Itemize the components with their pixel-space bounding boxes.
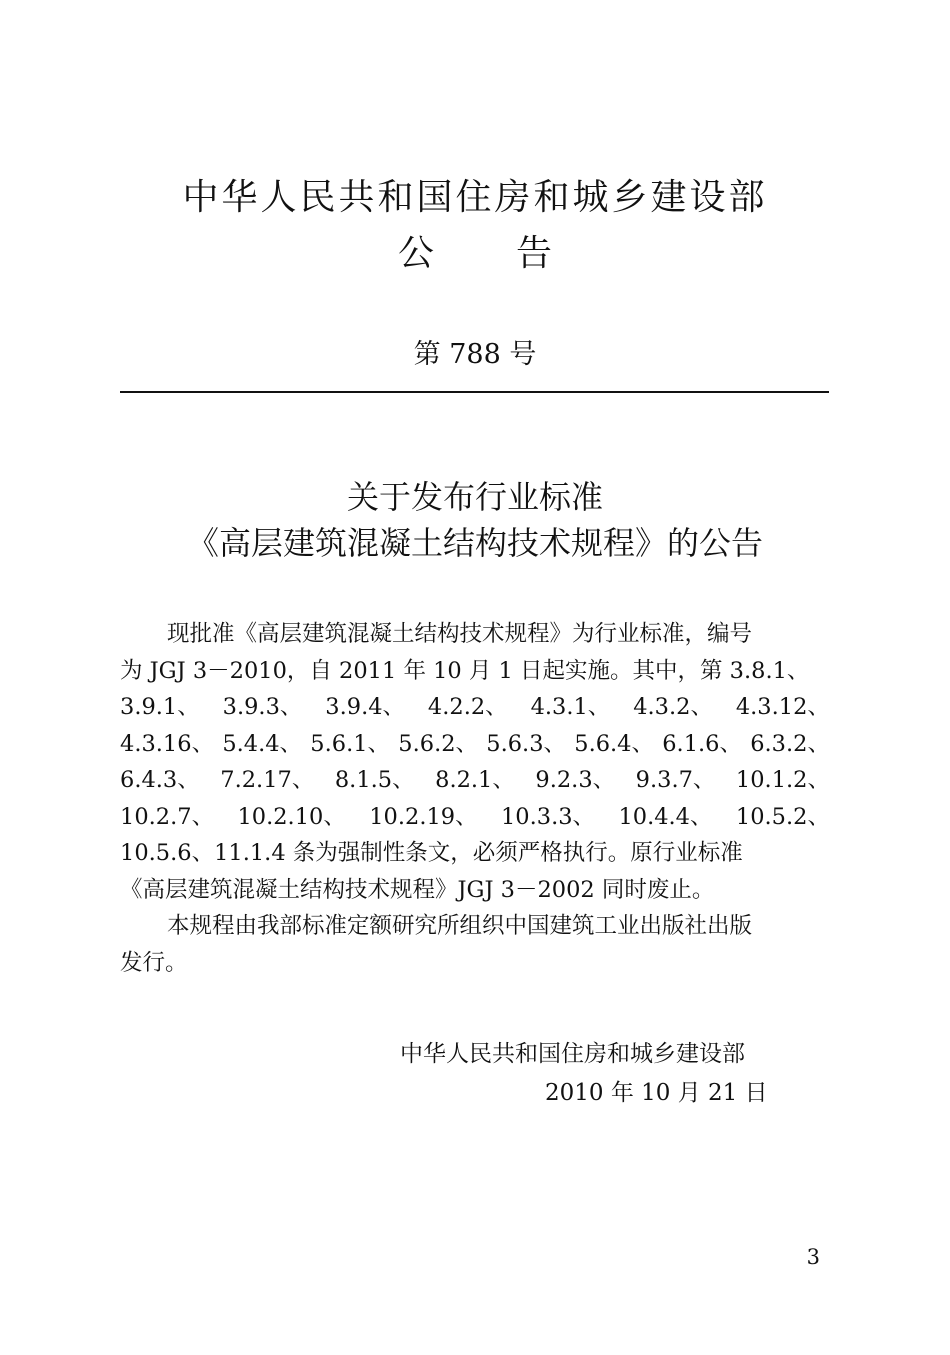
notice-heading: [0, 228, 950, 280]
ministry-heading: 中华人民共和国住房和城乡建设部: [182, 177, 768, 218]
notice-number: 第 788 号: [413, 339, 537, 370]
clause-ref: 10.2.7、: [120, 803, 215, 830]
clause-ref: 4.3.2、: [633, 694, 713, 720]
clause-ref: 7.2.17、: [220, 767, 315, 793]
signature-organization: 中华人民共和国住房和城乡建设部: [400, 1041, 745, 1067]
clause-ref: 4.2.2、: [427, 694, 508, 720]
body-line-4: [120, 726, 830, 763]
clause-ref: 5.4.4、: [222, 730, 303, 757]
notice-heading-char-2: 告: [516, 233, 553, 274]
clause-ref: 10.2.19、: [369, 803, 478, 830]
clause-ref: 8.1.5、: [334, 767, 415, 793]
clause-ref: 10.2.10、: [237, 803, 346, 830]
page-number: 3: [806, 1245, 820, 1269]
clause-ref: 9.2.3、: [535, 767, 616, 793]
clause-ref: 10.3.3、: [500, 803, 596, 830]
clause-ref: 5.6.2、: [398, 730, 479, 757]
body-line-6: [120, 799, 830, 836]
body-line-7: 10.5.6、11.1.4 条为强制性条文，必须严格执行。原行业标准: [120, 840, 743, 866]
signature-date: 2010 年 10 月 21 日: [545, 1080, 768, 1106]
notice-heading-char-1: 公: [397, 233, 434, 274]
clause-ref: 4.3.12、: [735, 694, 830, 720]
clause-ref: 5.6.4、: [574, 730, 654, 757]
clause-ref: 5.6.1、: [310, 730, 391, 757]
clause-ref: 3.9.3、: [222, 694, 303, 720]
clause-ref: 9.3.7、: [635, 767, 716, 793]
clause-ref: 8.2.1、: [435, 767, 515, 793]
body-line-2: 为 JGJ 3－2010，自 2011 年 10 月 1 日起实施。其中，第 3.8.1、: [120, 657, 810, 684]
body-line-3: [120, 689, 830, 726]
clause-ref: 4.3.1、: [530, 694, 611, 720]
body-line-10: 发行。: [120, 949, 188, 976]
clause-ref: 10.5.2、: [735, 803, 830, 830]
body-line-9: 本规程由我部标准定额研究所组织中国建筑工业出版社出版: [167, 913, 753, 939]
body-line-8: 《高层建筑混凝土结构技术规程》JGJ 3－2002 同时废止。: [120, 876, 715, 903]
clause-ref: 5.6.3、: [486, 730, 567, 757]
notice-body: [120, 616, 830, 981]
document-title-line-2: 《高层建筑混凝土结构技术规程》的公告: [186, 524, 763, 562]
clause-ref: 6.3.2、: [750, 730, 830, 757]
clause-ref: 6.4.3、: [120, 767, 200, 793]
header-divider: [120, 391, 829, 393]
clause-ref: 10.4.4、: [618, 803, 713, 830]
body-line-5: [120, 762, 830, 799]
body-line-1: 现批准《高层建筑混凝土结构技术规程》为行业标准，编号: [167, 621, 753, 647]
clause-ref: 3.9.1、: [120, 694, 200, 720]
clause-ref: 6.1.6、: [662, 730, 742, 757]
clause-ref: 10.1.2、: [735, 767, 830, 793]
document-title-line-1: 关于发布行业标准: [346, 478, 603, 516]
clause-ref: 4.3.16、: [120, 730, 215, 757]
clause-ref: 3.9.4、: [325, 694, 406, 720]
